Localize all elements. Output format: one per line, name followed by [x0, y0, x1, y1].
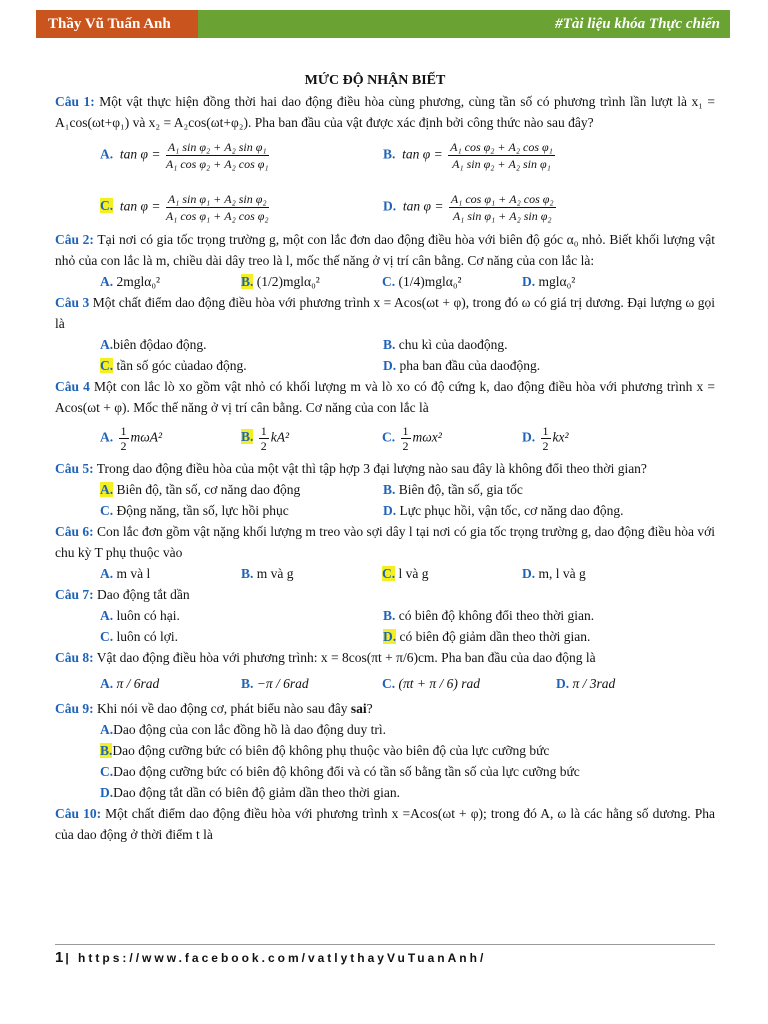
options-list	[55, 719, 715, 803]
options-row	[55, 563, 715, 584]
option-b[interactable]: B. (1/2)mglα₀²	[241, 274, 320, 289]
question-text: Vật dao động điều hòa với phương trình: x = 8cos(πt + π/6)cm. Pha ban đầu của dao động là	[96, 650, 596, 665]
question-text: Một vật thực hiện đồng thời hai dao động điều hòa cùng phương, cùng tần số có phương trình lần lượt là x₁ = A₁cos(ωt+φ₁) và x₂ = A₂cos(ωt+φ₂). Pha ban đầu của vật được xác định bởi công thức nào sau đây?	[55, 94, 715, 130]
question-text: Dao động tắt dần	[97, 587, 190, 602]
options-row	[55, 185, 715, 229]
option-d[interactable]: D. π / 3rad	[556, 675, 616, 691]
option-a[interactable]: A. luôn có hại.	[100, 608, 180, 623]
options-row	[55, 355, 715, 376]
option-c[interactable]: C. tần số góc củadao động.	[100, 358, 247, 373]
option-a[interactable]: A. tan φ = $\frac{\text{A₁ sin φ₂ + A₂ sin φ₁}}{\text{A₁ cos φ₂ + A₂ cos φ₁}}$	[100, 139, 269, 171]
option-a[interactable]: A. π / 6rad	[100, 675, 160, 691]
question-7	[55, 584, 715, 605]
option-d[interactable]: D. mglα₀²	[522, 274, 576, 289]
option-c[interactable]: C. (πt + π / 6) rad	[382, 675, 481, 691]
question-4	[55, 376, 715, 418]
question-text: Một chất điểm dao động điều hòa với phương trình x = Acos(ωt + φ), trong đó ω có giá trị dương. Đại lượng ω gọi là	[55, 295, 716, 331]
document-body	[55, 70, 715, 845]
option-c[interactable]: C. luôn có lợi.	[100, 629, 179, 644]
option-b[interactable]: B. Biên độ, tần số, gia tốc	[383, 482, 523, 497]
header-author: Thầy Vũ Tuấn Anh	[36, 10, 198, 38]
option-c[interactable]: C. $\frac{1}{2}$ mωx²	[382, 423, 442, 453]
options-row	[55, 605, 715, 626]
section-title: MỨC ĐỘ NHẬN BIẾT	[304, 73, 446, 88]
header-tag: #Tài liệu khóa Thực chiến	[198, 10, 730, 38]
options-row	[55, 271, 715, 292]
option-a[interactable]: A. m và l	[100, 566, 151, 581]
option-d[interactable]: D. có biên độ giảm dần theo thời gian.	[383, 629, 591, 644]
option-a[interactable]: A. Biên độ, tần số, cơ năng dao động	[100, 482, 301, 497]
question-number: Câu 9:	[55, 701, 94, 716]
question-number: Câu 2:	[55, 232, 94, 247]
option-c[interactable]: C. l và g	[382, 566, 429, 581]
question-text: Trong dao động điều hòa của một vật thì tập hợp 3 đại lượng nào sau đây là không đổi theo thời gian?	[96, 461, 647, 476]
question-number: Câu 1:	[55, 94, 95, 109]
question-1	[55, 91, 715, 133]
question-5	[55, 458, 715, 479]
options-row	[55, 626, 715, 647]
question-number: Câu 5:	[55, 461, 94, 476]
facebook-link[interactable]: https://www.facebook.com/vatlythayVuTuanAnh/	[78, 951, 487, 965]
options-row	[55, 418, 715, 458]
question-number: Câu 6:	[55, 524, 94, 539]
question-text: Một con lắc lò xo gồm vật nhỏ có khối lượng m và lò xo có độ cứng k, dao động điều hòa với phương trình x = Acos(ωt + φ). Mốc thế năng ở vị trí cân bằng. Cơ năng của con lắc là	[55, 379, 716, 415]
question-number: Câu 10:	[55, 806, 102, 821]
option-d[interactable]: D. m, l và g	[522, 566, 586, 581]
question-text: Con lắc đơn gồm vật nặng khối lượng m treo vào sợi dây l tại nơi có gia tốc trọng trường g, dao động điều hòa với chu kỳ T phụ thuộc vào	[55, 524, 716, 560]
page-number: 1	[55, 949, 64, 966]
question-number: Câu 7:	[55, 587, 94, 602]
question-text: Tại nơi có gia tốc trọng trường g, một con lắc đơn dao động điều hòa với biên độ góc α₀ nhỏ. Biết khối lượng vật nhỏ của con lắc là m, chiều dài dây treo là l, mốc thế năng ở vị trí cân bằng. Cơ năng của con lắc là:	[55, 232, 715, 268]
options-row	[55, 133, 715, 177]
question-3	[55, 292, 715, 334]
question-10	[55, 803, 715, 845]
option-d[interactable]: D.Dao động tắt dần có biên độ giảm dần theo thời gian.	[100, 785, 400, 800]
question-8	[55, 647, 715, 668]
option-c[interactable]: C. Động năng, tần số, lực hồi phục	[100, 503, 289, 518]
option-c[interactable]: C. (1/4)mglα₀²	[382, 274, 462, 289]
option-d[interactable]: D. Lực phục hồi, vận tốc, cơ năng dao động.	[383, 503, 624, 518]
question-number: Câu 3	[55, 295, 90, 310]
question-2	[55, 229, 715, 271]
options-row	[55, 479, 715, 500]
option-b[interactable]: B. có biên độ không đổi theo thời gian.	[383, 608, 595, 623]
option-c[interactable]: C.Dao động cưỡng bức có biên độ không đổi và có tần số bằng tần số của lực cưỡng bức	[100, 764, 580, 779]
option-b[interactable]: B. $\frac{1}{2}$ kA²	[241, 423, 290, 453]
option-c[interactable]: C. tan φ = $\frac{\text{A₁ sin φ₁ + A₂ sin φ₂}}{\text{A₁ cos φ₁ + A₂ cos φ₂}}$	[100, 191, 269, 223]
option-a[interactable]: A. 2mglα₀²	[100, 274, 161, 289]
option-b[interactable]: B. −π / 6rad	[241, 675, 309, 691]
options-row	[55, 668, 715, 698]
option-b[interactable]: B. m và g	[241, 566, 294, 581]
question-number: Câu 8:	[55, 650, 94, 665]
option-d[interactable]: D. pha ban đầu của daođộng.	[383, 358, 541, 373]
option-b[interactable]: B. tan φ = $\frac{\text{A₁ cos φ₂ + A₂ cos φ₁}}{\text{A₁ sin φ₂ + A₂ sin φ₁}}$	[383, 139, 553, 171]
question-9: Câu 9: Khi nói về dao động cơ, phát biểu nào sau đây sai?	[55, 701, 373, 716]
option-b[interactable]: B. chu kì của daođộng.	[383, 337, 508, 352]
options-row	[55, 500, 715, 521]
options-row	[55, 334, 715, 355]
option-d[interactable]: D. tan φ = $\frac{\text{A₁ cos φ₁ + A₂ cos φ₂}}{\text{A₁ sin φ₁ + A₂ sin φ₂}}$	[383, 191, 554, 223]
page-footer: 1 | https://www.facebook.com/vatlythayVuTuanAnh/	[55, 944, 715, 966]
question-text: Một chất điểm dao động điều hòa với phương trình x =Acos(ωt + φ); trong đó A, ω là các hằng số dương. Pha của dao động ở thời điểm t là	[55, 806, 716, 842]
option-a[interactable]: A.biên độdao động.	[100, 337, 207, 352]
option-a[interactable]: A. $\frac{1}{2}$ mωA²	[100, 423, 163, 453]
question-6	[55, 521, 715, 563]
option-a[interactable]: A.Dao động của con lắc đồng hồ là dao động duy trì.	[100, 722, 387, 737]
option-b[interactable]: B.Dao động cưỡng bức có biên độ không phụ thuộc vào biên độ của lực cưỡng bức	[100, 743, 550, 758]
option-d[interactable]: D. $\frac{1}{2}$ kx²	[522, 423, 569, 453]
question-number: Câu 4	[55, 379, 90, 394]
